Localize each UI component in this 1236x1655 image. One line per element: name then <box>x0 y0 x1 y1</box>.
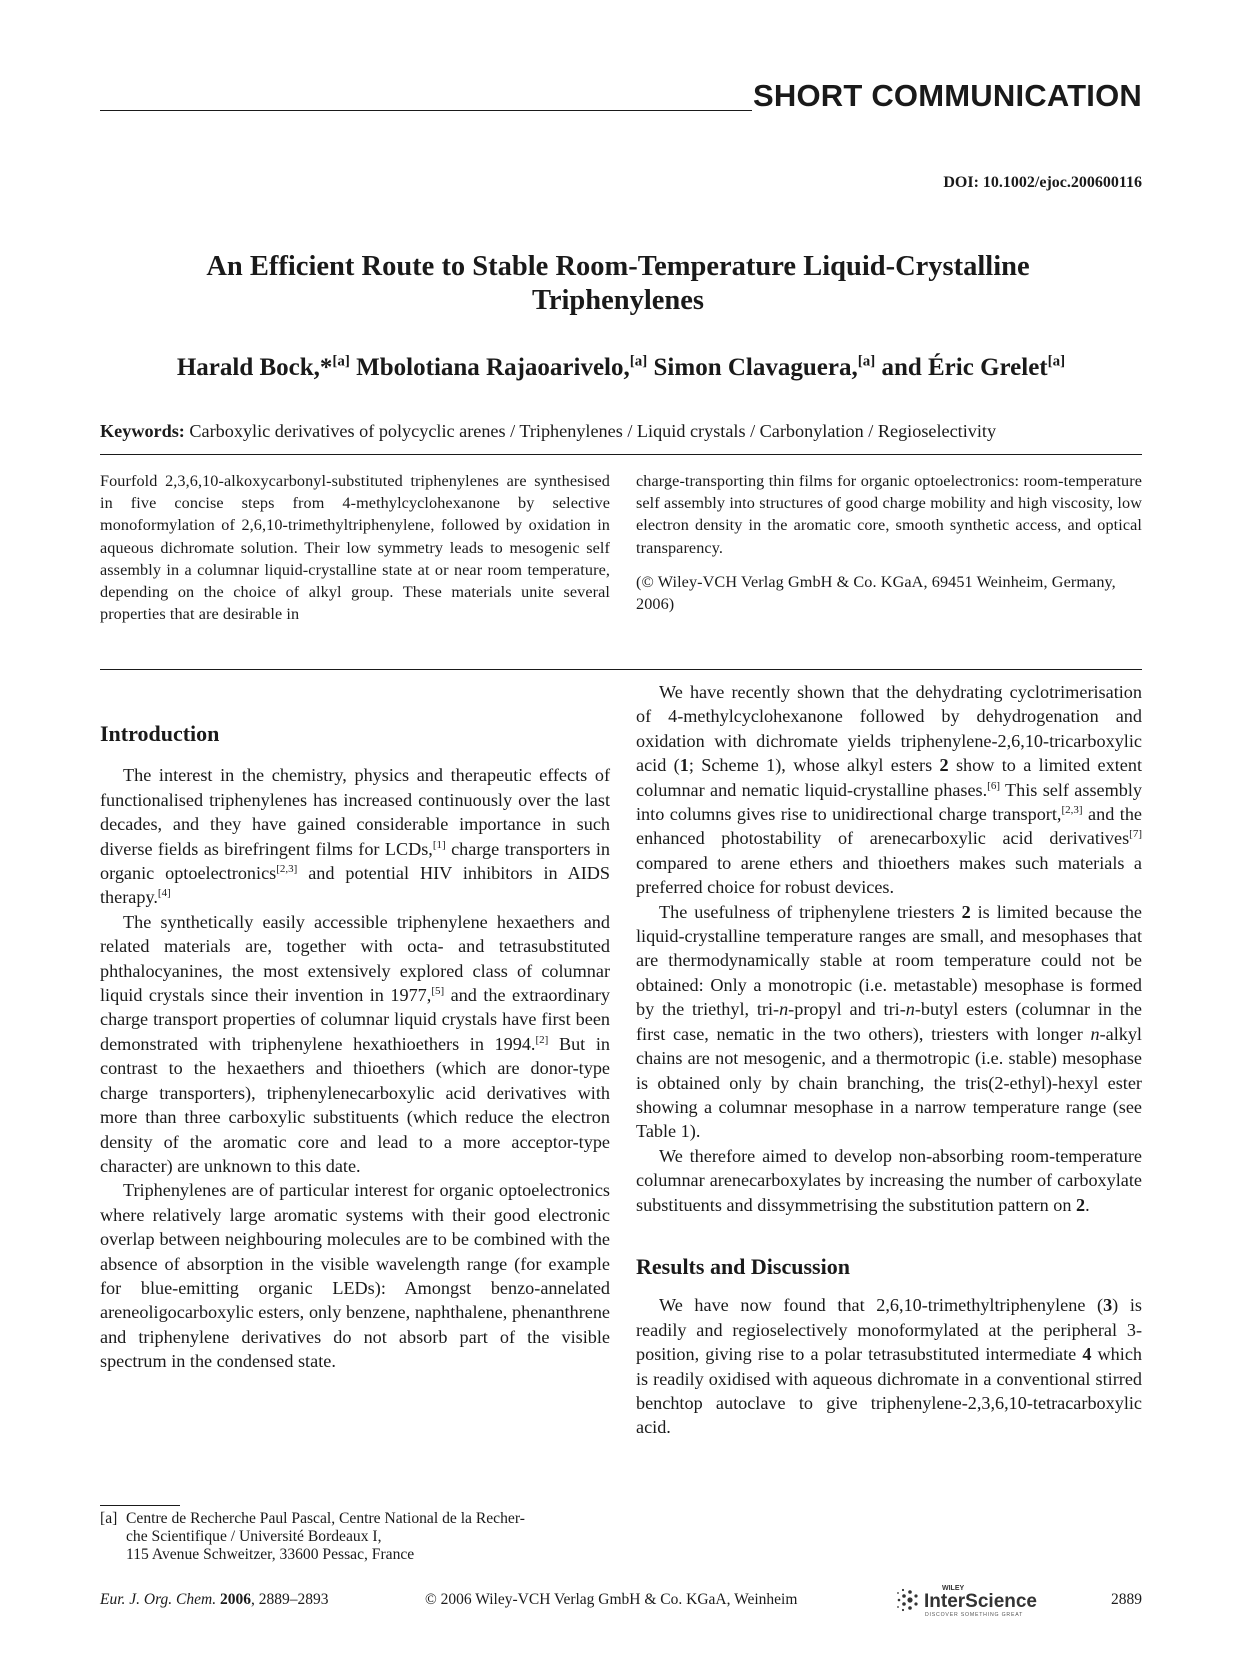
compound-ref: 2 <box>939 755 949 776</box>
footnote-rule <box>100 1505 180 1506</box>
paragraph: The interest in the chemistry, physics and therapeutic effects of functionalised triphenylenes has increased continuously over the last decades, and they have gained considerable importance in such diverse fields as birefringent films for LCDs,[1] charge transporters in organic optoelectronics[2,3] and potential HIV inhibitors in AIDS therapy.[4] <box>100 765 611 908</box>
title-line-1: An Efficient Route to Stable Room-Temperature Liquid-Crystalline <box>206 251 1030 282</box>
svg-text:DISCOVER SOMETHING GREAT: DISCOVER SOMETHING GREAT <box>925 1612 1024 1618</box>
citation[interactable]: [2] <box>535 1033 549 1046</box>
author-list <box>100 354 1142 382</box>
doi[interactable]: DOI: 10.1002/ejoc.200600116 <box>943 174 1142 191</box>
body-left-column <box>100 722 610 1374</box>
author-affiliation: [a] <box>1047 353 1066 370</box>
svg-text:WILEY: WILEY <box>942 1585 965 1592</box>
paragraph: We have recently shown that the dehydrating cyclotrimerisation of 4-methylcyclohexanone followed by dehydrogenation and oxidation with dichromate yields triphenylene-2,6,10-tricarboxylic acid (1; Scheme 1), whose alkyl esters 2 show to a limited extent columnar and nematic liquid-crystalline phases.[6] This self assembly into columns gives rise to unidirectional charge transport,[2,3] and the enhanced photostability of arenecarboxylic acid derivatives[7] compared to arene ethers and thioethers makes such materials a preferred choice for robust devices. <box>636 682 1142 898</box>
footnote-label: [a] <box>100 1510 118 1527</box>
citation[interactable]: [6] <box>987 779 1000 792</box>
abstract-text: charge-transporting thin films for organic optoelectronics: room-temperature self assembly into structures of good charge mobility and high viscosity, low electron density in the aromatic core, smooth synthetic access, and optical transparency. <box>636 472 1142 557</box>
citation[interactable]: [1] <box>432 838 446 851</box>
abstract-copyright: (© Wiley-VCH Verlag GmbH & Co. KGaA, 69451 Weinheim, Germany, 2006) <box>636 572 1116 614</box>
author-affiliation: [a] <box>629 353 648 370</box>
author-name: Simon Clavaguera, <box>653 354 858 381</box>
compound-ref: 4 <box>1082 1344 1092 1365</box>
author-affiliation: [a] <box>332 353 350 370</box>
keywords-list: Carboxylic derivatives of polycyclic arenes / Triphenylenes / Liquid crystals / Carbonylation / Regioselectivity <box>189 421 997 441</box>
page-number: 2889 <box>1111 1591 1142 1608</box>
section-heading-introduction: Introduction <box>100 721 220 746</box>
paragraph: The synthetically easily accessible triphenylene hexaethers and related materials are, together with octa- and tetrasubstituted phthalocyanines, the most extensively explored class of columnar liquid crystals since their invention in 1977,[5] and the extraordinary charge transport properties of columnar liquid crystals have first been demonstrated with triphenylene hexathioethers in 1994.[2] But in contrast to the hexaethers and thioethers (which are donor-type charge transporters), triphenylenecarboxylic acid derivatives with more than three carboxylic substituents (which reduce the electron density of the aromatic core and lead to a more acceptor-type character) are unknown to this date. <box>100 911 610 1176</box>
article-title <box>130 250 1106 318</box>
paragraph: Triphenylenes are of particular interest for organic optoelectronics where relatively large aromatic systems with their good electronic overlap between neighbouring molecules are to be combined with the absence of absorption in the visible wavelength range (for example for blue-emitting organic LEDs): Amongst benzo-annelated areneoligocarboxylic esters, only benzene, naphthalene, phenanthrene and triphenylene derivatives do not absorb part of the visible spectrum in the condensed state. <box>100 1180 610 1372</box>
compound-ref: 2 <box>1076 1194 1086 1215</box>
paragraph: We therefore aimed to develop non-absorbing room-temperature columnar arenecarboxylates by increasing the number of carboxylate substituents and dissymmetrising the substitution pattern on 2. <box>636 1145 1142 1215</box>
citation[interactable]: [2,3] <box>1061 803 1083 816</box>
abstract-right-column <box>636 470 1142 615</box>
keywords-label: Keywords: <box>100 421 185 441</box>
compound-ref: 2 <box>961 901 971 922</box>
citation[interactable]: [2,3] <box>276 862 298 875</box>
paragraph: The usefulness of triphenylene triesters 2 is limited because the liquid-crystalline temperature ranges are small, and mesophases that are thermodynamically stable at room temperature could not be obtained: Only a monotropic (i.e. metastable) mesophase is formed by the triethyl, tri-n-propyl and tri-n-butyl esters (columnar in the first case, nematic in the two others), triesters with longer n-alkyl chains are not mesogenic, and a thermotropic (i.e. stable) mesophase is obtained only by chain branching, the tris(2-ethyl)-hexyl ester showing a columnar mesophase in a narrow temperature range (see Table 1). <box>636 901 1142 1142</box>
body-right-column <box>636 680 1142 1440</box>
title-line-2: Triphenylenes <box>531 285 705 316</box>
citation[interactable]: [4] <box>157 887 171 900</box>
compound-ref: 3 <box>1103 1295 1113 1316</box>
citation[interactable]: [7] <box>1129 828 1142 841</box>
affiliation-footnote: [a] Centre de Recherche Paul Pascal, Centre National de la Recher- che Scientifique / Université Bordeaux I, 115 Avenue Schweitzer, 33600 Pessac, France <box>100 1510 525 1563</box>
abstract-bottom-rule <box>100 669 1142 670</box>
abstract-left-column <box>100 470 610 625</box>
author-affiliation: [a] <box>857 353 876 370</box>
journal-citation: Eur. J. Org. Chem. 2006, 2889–2893 <box>100 1591 329 1608</box>
section-label: SHORT COMMUNICATION <box>753 78 1142 113</box>
citation[interactable]: [5] <box>431 985 445 997</box>
compound-ref: 1 <box>679 755 689 776</box>
keywords <box>100 421 1142 442</box>
abstract-text: Fourfold 2,3,6,10-alkoxycarbonyl-substituted triphenylenes are synthesised in five concise steps from 4-methylcyclohexanone by selective monoformylation of 2,6,10-trimethyltriphenylene, followed by oxidation in aqueous dichromate solution. Their low symmetry leads to mesogenic self assembly in a columnar liquid-crystalline state at or near room temperature, depending on the choice of alkyl group. These materials unite several properties that are desirable in <box>100 472 610 624</box>
footer-copyright: © 2006 Wiley-VCH Verlag GmbH & Co. KGaA, Weinheim <box>425 1591 798 1608</box>
author-name: and Éric Grelet <box>881 354 1048 381</box>
svg-text:InterScience: InterScience <box>924 1591 1037 1612</box>
abstract-top-rule <box>100 454 1142 455</box>
interscience-logo[interactable] <box>894 1582 1062 1618</box>
author-name: Harald Bock,* <box>176 354 333 381</box>
author-name: Mbolotiana Rajaoarivelo, <box>356 354 630 381</box>
section-heading-results: Results and Discussion <box>636 1253 850 1279</box>
interscience-logo-icon <box>894 1582 1062 1618</box>
paragraph: We have now found that 2,6,10-trimethyltriphenylene (3) is readily and regioselectively monoformylated at the peripheral 3-position, giving rise to a polar tetrasubstituted intermediate 4 which is readily oxidised with aqueous dichromate in a conventional stirred benchtop autoclave to give triphenylene-2,3,6,10-tetracarboxylic acid. <box>636 1295 1142 1438</box>
header-rule <box>100 110 752 111</box>
